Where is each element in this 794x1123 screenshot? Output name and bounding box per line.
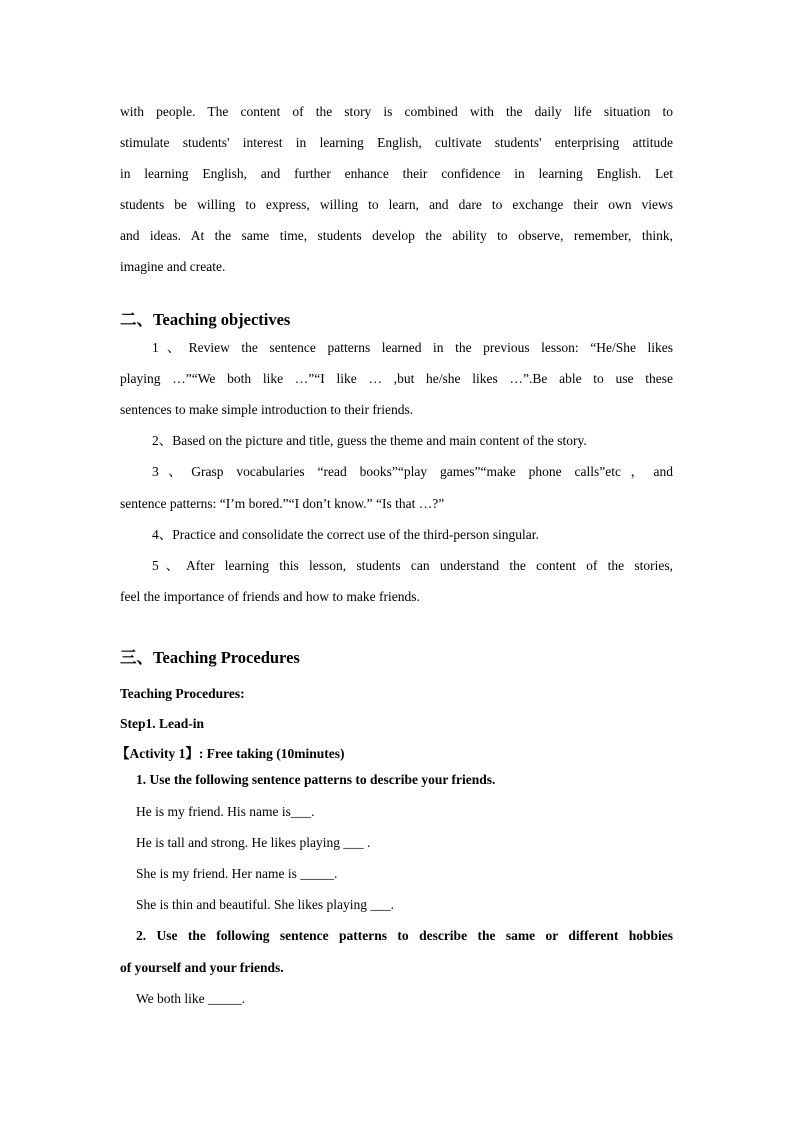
objective-line: sentences to make simple introduction to their friends. [120, 402, 414, 417]
objective-line: sentence patterns: “I’m bored.”“I don’t know.” “Is that …?” [120, 496, 445, 511]
intro-line: and ideas. At the same time, students develop the ability to observe, remember, think, [120, 228, 673, 243]
activity-heading: 【Activity 1】: Free taking (10minutes) [116, 746, 345, 761]
example-sentence: He is tall and strong. He likes playing ___ . [136, 835, 371, 850]
objective-line: playing …”“We both like …”“I like … ,but he/she likes …”.Be able to use these [120, 371, 673, 386]
intro-line: students be willing to express, willing to learn, and dare to exchange their own views [120, 197, 673, 212]
step-heading: Step1. Lead-in [120, 716, 205, 731]
intro-line: imagine and create. [120, 259, 226, 274]
objective-line: 2、Based on the picture and title, guess the theme and main content of the story. [152, 433, 587, 448]
example-sentence: He is my friend. His name is___. [136, 804, 315, 819]
procedures-heading: 三、Teaching Procedures [120, 648, 300, 667]
objective-line: 4、Practice and consolidate the correct use of the third-person singular. [152, 527, 539, 542]
objective-line: 5、After learning this lesson, students can understand the content of the stories, [152, 558, 673, 573]
objectives-heading: 二、Teaching objectives [120, 310, 291, 329]
task-2-line: 2. Use the following sentence patterns to describe the same or different hobbies [136, 928, 673, 943]
objective-line: feel the importance of friends and how to make friends. [120, 589, 420, 604]
procedures-subheading: Teaching Procedures: [120, 686, 245, 701]
objective-line: 3、Grasp vocabularies “read books”“play games”“make phone calls”etc，and [152, 464, 673, 479]
intro-line: in learning English, and further enhance their confidence in learning English. Let [120, 166, 673, 181]
example-sentence: She is thin and beautiful. She likes playing ___. [136, 897, 394, 912]
example-sentence: She is my friend. Her name is _____. [136, 866, 338, 881]
task-2-line: of yourself and your friends. [120, 960, 284, 975]
intro-line: stimulate students' interest in learning English, cultivate students' enterprising attitude [120, 135, 673, 150]
task-1: 1. Use the following sentence patterns to describe your friends. [136, 772, 496, 787]
intro-line: with people. The content of the story is combined with the daily life situation to [120, 104, 673, 119]
example-sentence: We both like _____. [136, 991, 246, 1006]
objective-line: 1、Review the sentence patterns learned in the previous lesson: “He/She likes [152, 340, 673, 355]
